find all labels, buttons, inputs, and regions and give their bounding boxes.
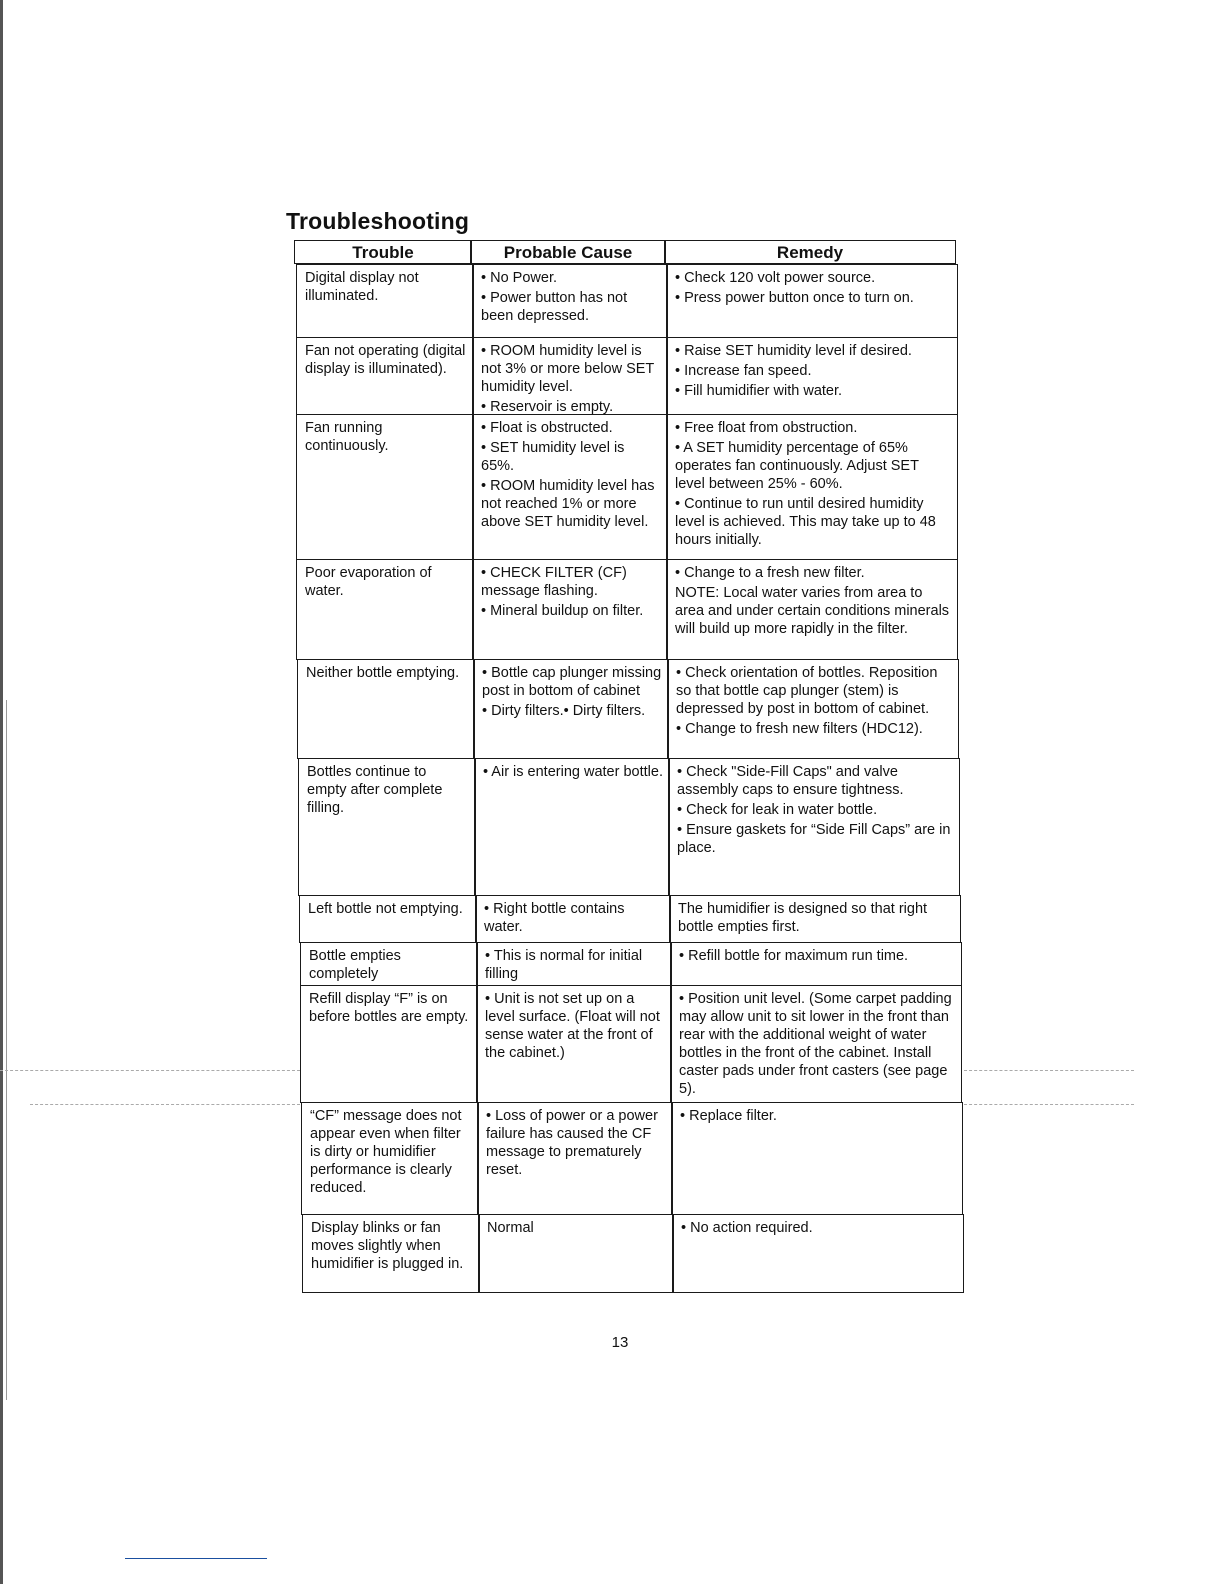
cell-trouble	[300, 985, 478, 1103]
remedy-line: • Check for leak in water bottle.	[677, 802, 878, 818]
cell-probable-cause	[476, 942, 672, 986]
remedy-line: • Position unit level. (Some carpet padding may allow unit to sit lower in the front than rear with the additional weight of water bottles in the front of the cabinet. Install caster pads under front casters (see page 5).	[679, 991, 952, 1097]
cell-probable-cause	[472, 559, 668, 660]
cell-probable-cause	[478, 1214, 674, 1293]
cell-trouble	[296, 414, 474, 560]
cell-trouble	[300, 942, 478, 986]
trouble-line: Bottle empties completely	[309, 948, 401, 982]
cell-probable-cause	[477, 1102, 673, 1215]
probable-cause-line: • Air is entering water bottle.	[483, 764, 663, 780]
cell-trouble	[296, 264, 474, 338]
probable-cause-line: • ROOM humidity level is not 3% or more below SET humidity level.	[481, 343, 655, 395]
trouble-line: Refill display “F” is on before bottles are empty.	[309, 991, 469, 1025]
remedy-line: • Raise SET humidity level if desired.	[675, 343, 912, 359]
scan-line-left	[0, 1070, 300, 1071]
cell-trouble	[301, 1102, 479, 1215]
cell-trouble	[302, 1214, 480, 1293]
trouble-line: Left bottle not emptying.	[308, 901, 463, 917]
scan-edge-faint	[6, 700, 7, 1400]
probable-cause-line: • ROOM humidity level has not reached 1% or more above SET humidity level.	[481, 478, 655, 530]
trouble-line: Poor evaporation of water.	[305, 565, 432, 599]
remedy-line: • Refill bottle for maximum run time.	[679, 948, 909, 964]
scan-line-left-2	[30, 1104, 300, 1105]
cell-probable-cause	[472, 264, 668, 338]
page-title: Troubleshooting	[286, 208, 470, 234]
scan-edge	[0, 0, 3, 1584]
cell-remedy	[668, 758, 960, 896]
cell-remedy	[671, 1102, 963, 1215]
remedy-line: • Fill humidifier with water.	[675, 383, 843, 399]
probable-cause-line: • Dirty filters.• Dirty filters.	[482, 703, 646, 719]
cell-remedy	[672, 1214, 964, 1293]
cell-remedy	[666, 414, 958, 560]
header-probable-cause: Probable Cause	[470, 240, 666, 264]
trouble-line: Bottles continue to empty after complete filling.	[307, 764, 443, 816]
cell-trouble	[298, 758, 476, 896]
probable-cause-line: Normal	[487, 1220, 534, 1236]
probable-cause-line: • Mineral buildup on filter.	[481, 603, 644, 619]
probable-cause-line: • Power button has not been depressed.	[481, 290, 628, 324]
bottom-rule	[125, 1558, 267, 1559]
header-trouble: Trouble	[294, 240, 472, 264]
page-number: 13	[611, 1334, 629, 1351]
cell-trouble	[299, 895, 477, 943]
trouble-line: Neither bottle emptying.	[306, 665, 460, 681]
probable-cause-line: • Right bottle contains water.	[484, 901, 625, 935]
remedy-line: The humidifier is designed so that right bottle empties first.	[678, 901, 928, 935]
remedy-line: • Ensure gaskets for “Side Fill Caps” are in place.	[677, 822, 951, 856]
cell-probable-cause	[472, 414, 668, 560]
remedy-line: • No action required.	[681, 1220, 813, 1236]
remedy-line: • Continue to run until desired humidity level is achieved. This may take up to 48 hours initially.	[675, 496, 936, 548]
remedy-line: • Change to fresh new filters (HDC12).	[676, 721, 923, 737]
probable-cause-line: • CHECK FILTER (CF) message flashing.	[481, 565, 627, 599]
remedy-line: • Check 120 volt power source.	[675, 270, 876, 286]
remedy-line: NOTE: Local water varies from area to area and under certain conditions minerals will build up more rapidly in the filter.	[675, 585, 950, 637]
remedy-line: • A SET humidity percentage of 65% operates fan continuously. Adjust SET level between 25% - 60%.	[675, 440, 919, 492]
remedy-line: • Check "Side-Fill Caps" and valve assembly caps to ensure tightness.	[677, 764, 904, 798]
remedy-line: • Replace filter.	[680, 1108, 777, 1124]
probable-cause-line: • Unit is not set up on a level surface. (Float will not sense water at the front of the cabinet.)	[485, 991, 660, 1061]
cell-trouble	[297, 659, 475, 759]
cell-remedy	[667, 659, 959, 759]
cell-probable-cause	[476, 985, 672, 1103]
probable-cause-line: • Float is obstructed.	[481, 420, 613, 436]
probable-cause-line: • This is normal for initial filling	[485, 948, 643, 982]
cell-probable-cause	[472, 337, 668, 415]
cell-remedy	[670, 942, 962, 986]
cell-remedy	[670, 985, 962, 1103]
probable-cause-line: • SET humidity level is 65%.	[481, 440, 625, 474]
trouble-line: Display blinks or fan moves slightly when humidifier is plugged in.	[311, 1220, 464, 1272]
remedy-line: • Press power button once to turn on.	[675, 290, 914, 306]
trouble-line: Digital display not illuminated.	[305, 270, 419, 304]
remedy-line: • Change to a fresh new filter.	[675, 565, 865, 581]
cell-remedy	[666, 264, 958, 338]
probable-cause-line: • Reservoir is empty.	[481, 399, 614, 415]
trouble-line: “CF” message does not appear even when filter is dirty or humidifier performance is clearly reduced.	[310, 1108, 462, 1196]
cell-remedy	[666, 337, 958, 415]
cell-probable-cause	[475, 895, 671, 943]
cell-probable-cause	[473, 659, 669, 759]
probable-cause-line: • Bottle cap plunger missing post in bottom of cabinet	[482, 665, 662, 699]
trouble-line: Fan running continuously.	[305, 420, 389, 454]
remedy-line: • Free float from obstruction.	[675, 420, 858, 436]
probable-cause-line: • Loss of power or a power failure has caused the CF message to prematurely reset.	[486, 1108, 658, 1178]
trouble-line: Fan not operating (digital display is illuminated).	[305, 343, 466, 377]
remedy-line: • Check orientation of bottles. Reposition so that bottle cap plunger (stem) is depressed by post in bottom of cabinet.	[676, 665, 938, 717]
scan-line-right-2	[964, 1104, 1134, 1105]
cell-remedy	[666, 559, 958, 660]
cell-trouble	[296, 559, 474, 660]
scan-line-right	[964, 1070, 1134, 1071]
cell-probable-cause	[474, 758, 670, 896]
remedy-line: • Increase fan speed.	[675, 363, 812, 379]
header-remedy: Remedy	[664, 240, 956, 264]
cell-remedy	[669, 895, 961, 943]
cell-trouble	[296, 337, 474, 415]
probable-cause-line: • No Power.	[481, 270, 557, 286]
